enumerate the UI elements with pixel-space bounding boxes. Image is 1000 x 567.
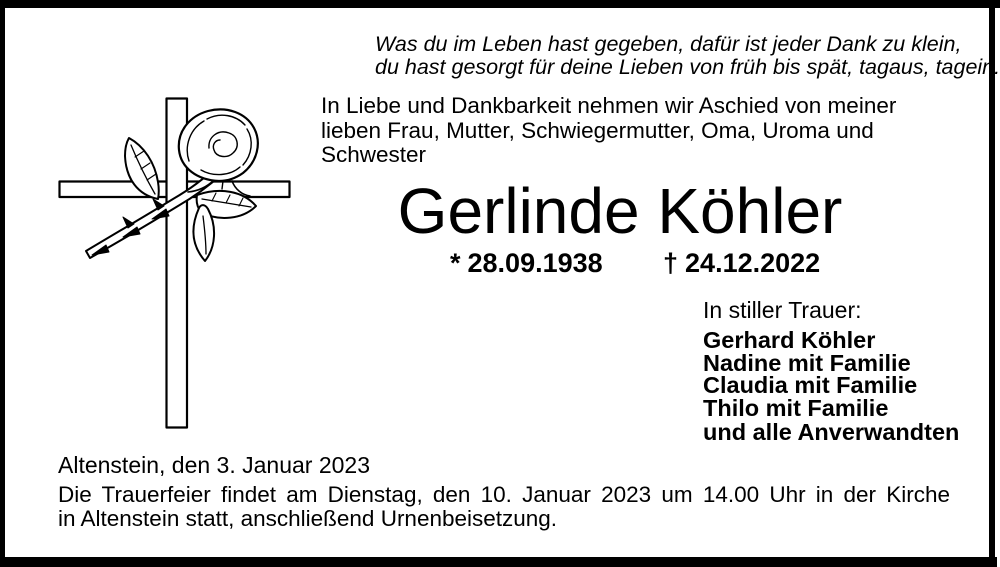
funeral-info-line: in Altenstein statt, anschließend Urnenbeisetzung. — [58, 505, 558, 531]
birth-symbol: * — [450, 248, 461, 278]
page-border-top — [0, 0, 1000, 8]
page-border-left — [0, 0, 5, 567]
deceased-name: Gerlinde Köhler — [397, 175, 843, 247]
intro-line: In Liebe und Dankbarkeit nehmen wir Aschied von meiner — [321, 93, 897, 118]
memorial-quote — [375, 33, 1000, 78]
funeral-info-line: Die Trauerfeier findet am Dienstag, den 10. Januar 2023 um 14.00 Uhr in der Kirche — [58, 482, 950, 507]
intro-line: Schwester — [321, 142, 427, 167]
mourner-name: Nadine mit Familie — [703, 349, 911, 376]
intro-text — [321, 94, 896, 168]
death-date — [663, 250, 820, 277]
funeral-info — [58, 483, 950, 530]
cross-and-rose-illustration — [40, 85, 300, 445]
mourner-name: Thilo mit Familie — [703, 394, 889, 421]
mourner-name: Gerhard Köhler — [703, 327, 876, 353]
page-border-right — [989, 8, 995, 559]
mourner-name: Claudia mit Familie — [703, 372, 918, 398]
place-and-date: Altenstein, den 3. Januar 2023 — [58, 452, 371, 478]
quote-line: du hast gesorgt für deine Lieben von früh bis spät, tagaus, tagein. — [375, 54, 1000, 79]
death-symbol: † — [663, 248, 679, 278]
birth-date — [450, 250, 603, 277]
death-date-value: 24.12.2022 — [685, 248, 821, 278]
mourning-closing: und alle Anverwandten — [703, 419, 960, 445]
mourners-list — [703, 329, 959, 444]
quote-line: Was du im Leben hast gegeben, dafür ist jeder Dank zu klein, — [375, 32, 962, 56]
birth-date-value: 28.09.1938 — [467, 248, 603, 278]
page-border-bottom — [0, 557, 997, 567]
intro-line: lieben Frau, Mutter, Schwiegermutter, Oma, Uroma und — [321, 117, 874, 143]
mourning-heading: In stiller Trauer: — [703, 297, 862, 323]
